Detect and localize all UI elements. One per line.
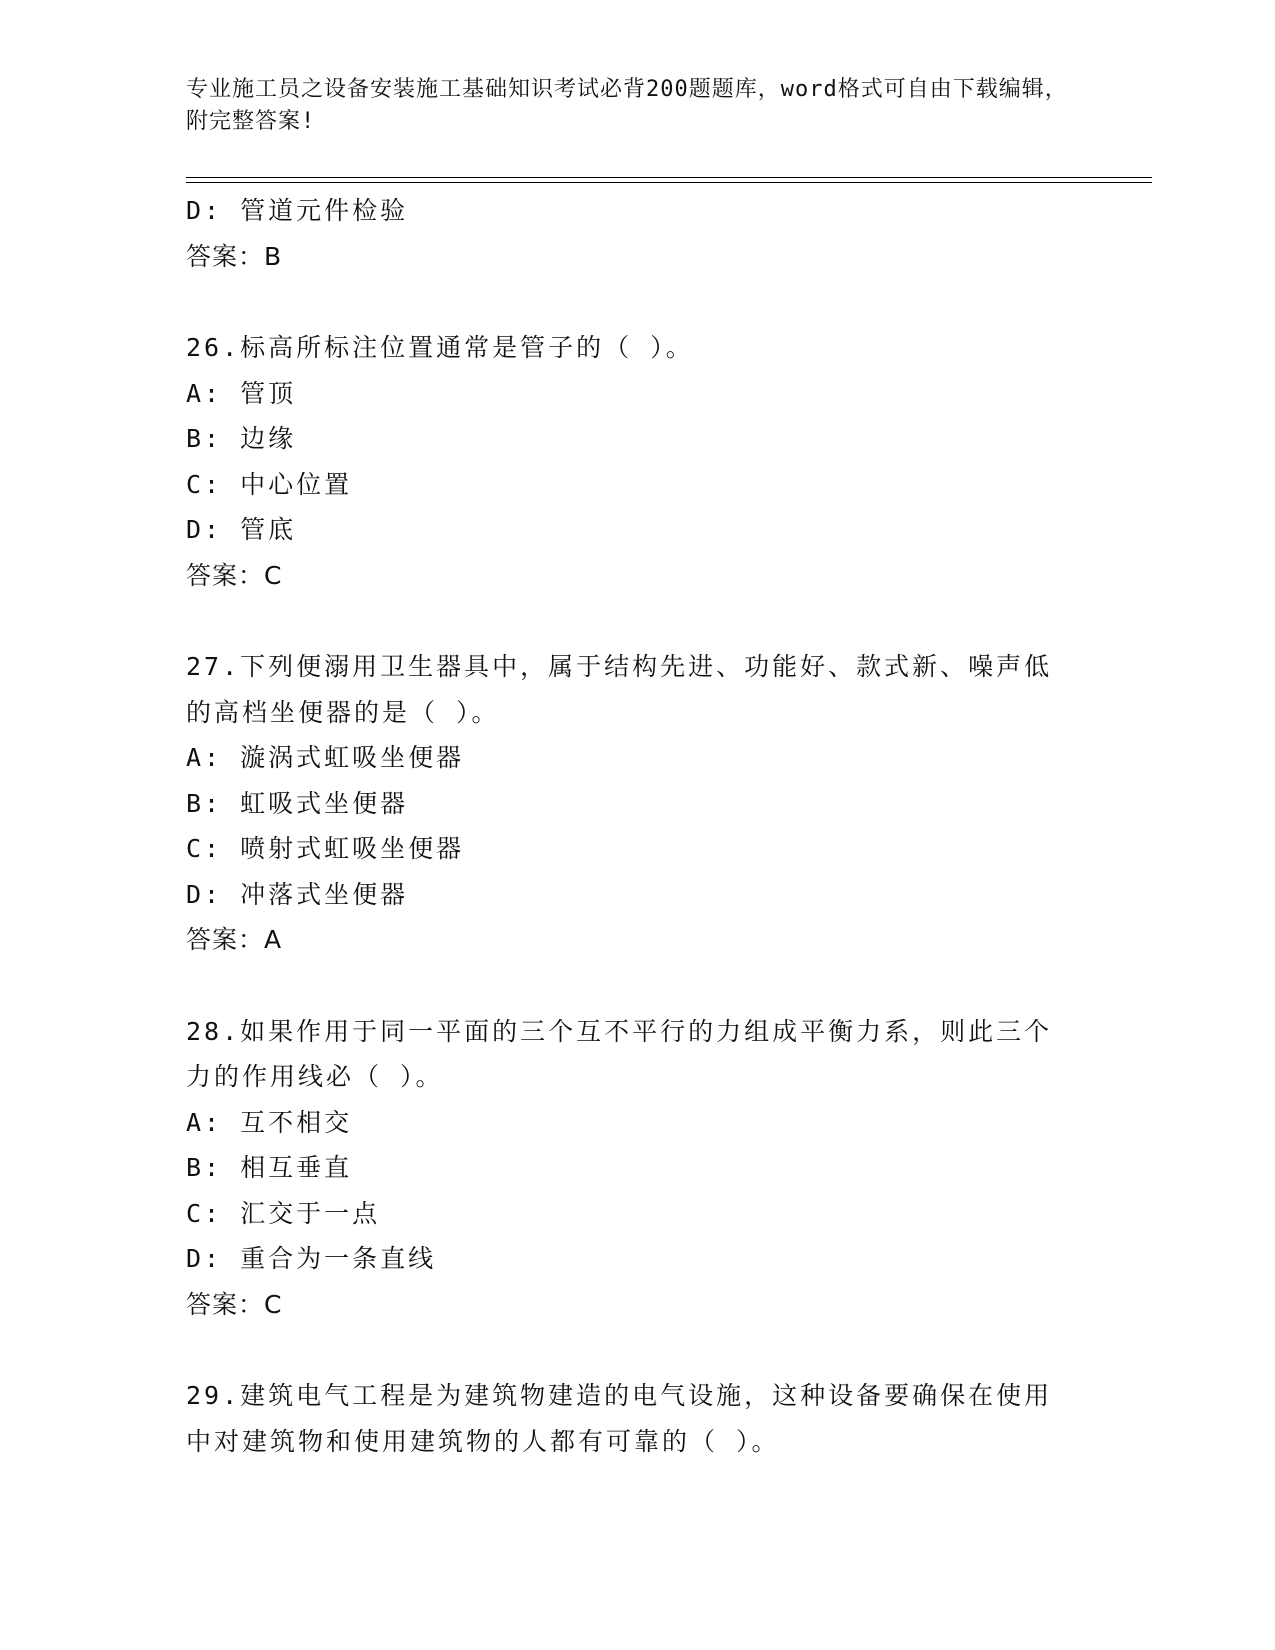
option-c: C: 中心位置 [186,469,353,499]
spacer [186,963,1086,1009]
option-a: A: 互不相交 [186,1107,353,1137]
question-stem: 29.建筑电气工程是为建筑物建造的电气设施，这种设备要确保在使用中对建筑物和使用建筑物的人都有可靠的（ ）。 [186,1381,1053,1456]
spacer [186,279,1086,325]
option-d: D: 管道元件检验 [186,196,409,225]
answer-line: 答案：A [186,925,283,954]
spacer [186,1327,1086,1373]
option-b: B: 相互垂直 [186,1153,353,1182]
option-d: D: 管底 [186,515,297,544]
document-header: 专业施工员之设备安装施工基础知识考试必背200题题库，word格式可自由下载编辑，附完整答案! [186,77,1068,134]
answer-line: 答案：C [186,560,283,590]
question-list [186,188,1086,1464]
answer-line: 答案：C [186,1289,283,1319]
question-stem: 27.下列便溺用卫生器具中，属于结构先进、功能好、款式新、噪声低的高档坐便器的是（ ）。 [186,652,1053,727]
answer-line: 答案：B [186,241,283,271]
header-rule-bottom [186,182,1152,183]
option-a: A: 漩涡式虹吸坐便器 [186,743,465,772]
question-stem: 28.如果作用于同一平面的三个互不平行的力组成平衡力系，则此三个力的作用线必（ ）。 [186,1016,1053,1091]
option-d: D: 冲落式坐便器 [186,879,409,909]
option-d: D: 重合为一条直线 [186,1244,437,1273]
option-b: B: 虹吸式坐便器 [186,788,409,818]
option-a: A: 管顶 [186,378,297,408]
spacer [186,598,1086,644]
option-c: C: 喷射式虹吸坐便器 [186,834,465,863]
header-rule-top [186,177,1152,178]
option-b: B: 边缘 [186,424,297,453]
option-c: C: 汇交于一点 [186,1198,381,1228]
question-stem: 26.标高所标注位置通常是管子的（ ）。 [186,333,694,362]
